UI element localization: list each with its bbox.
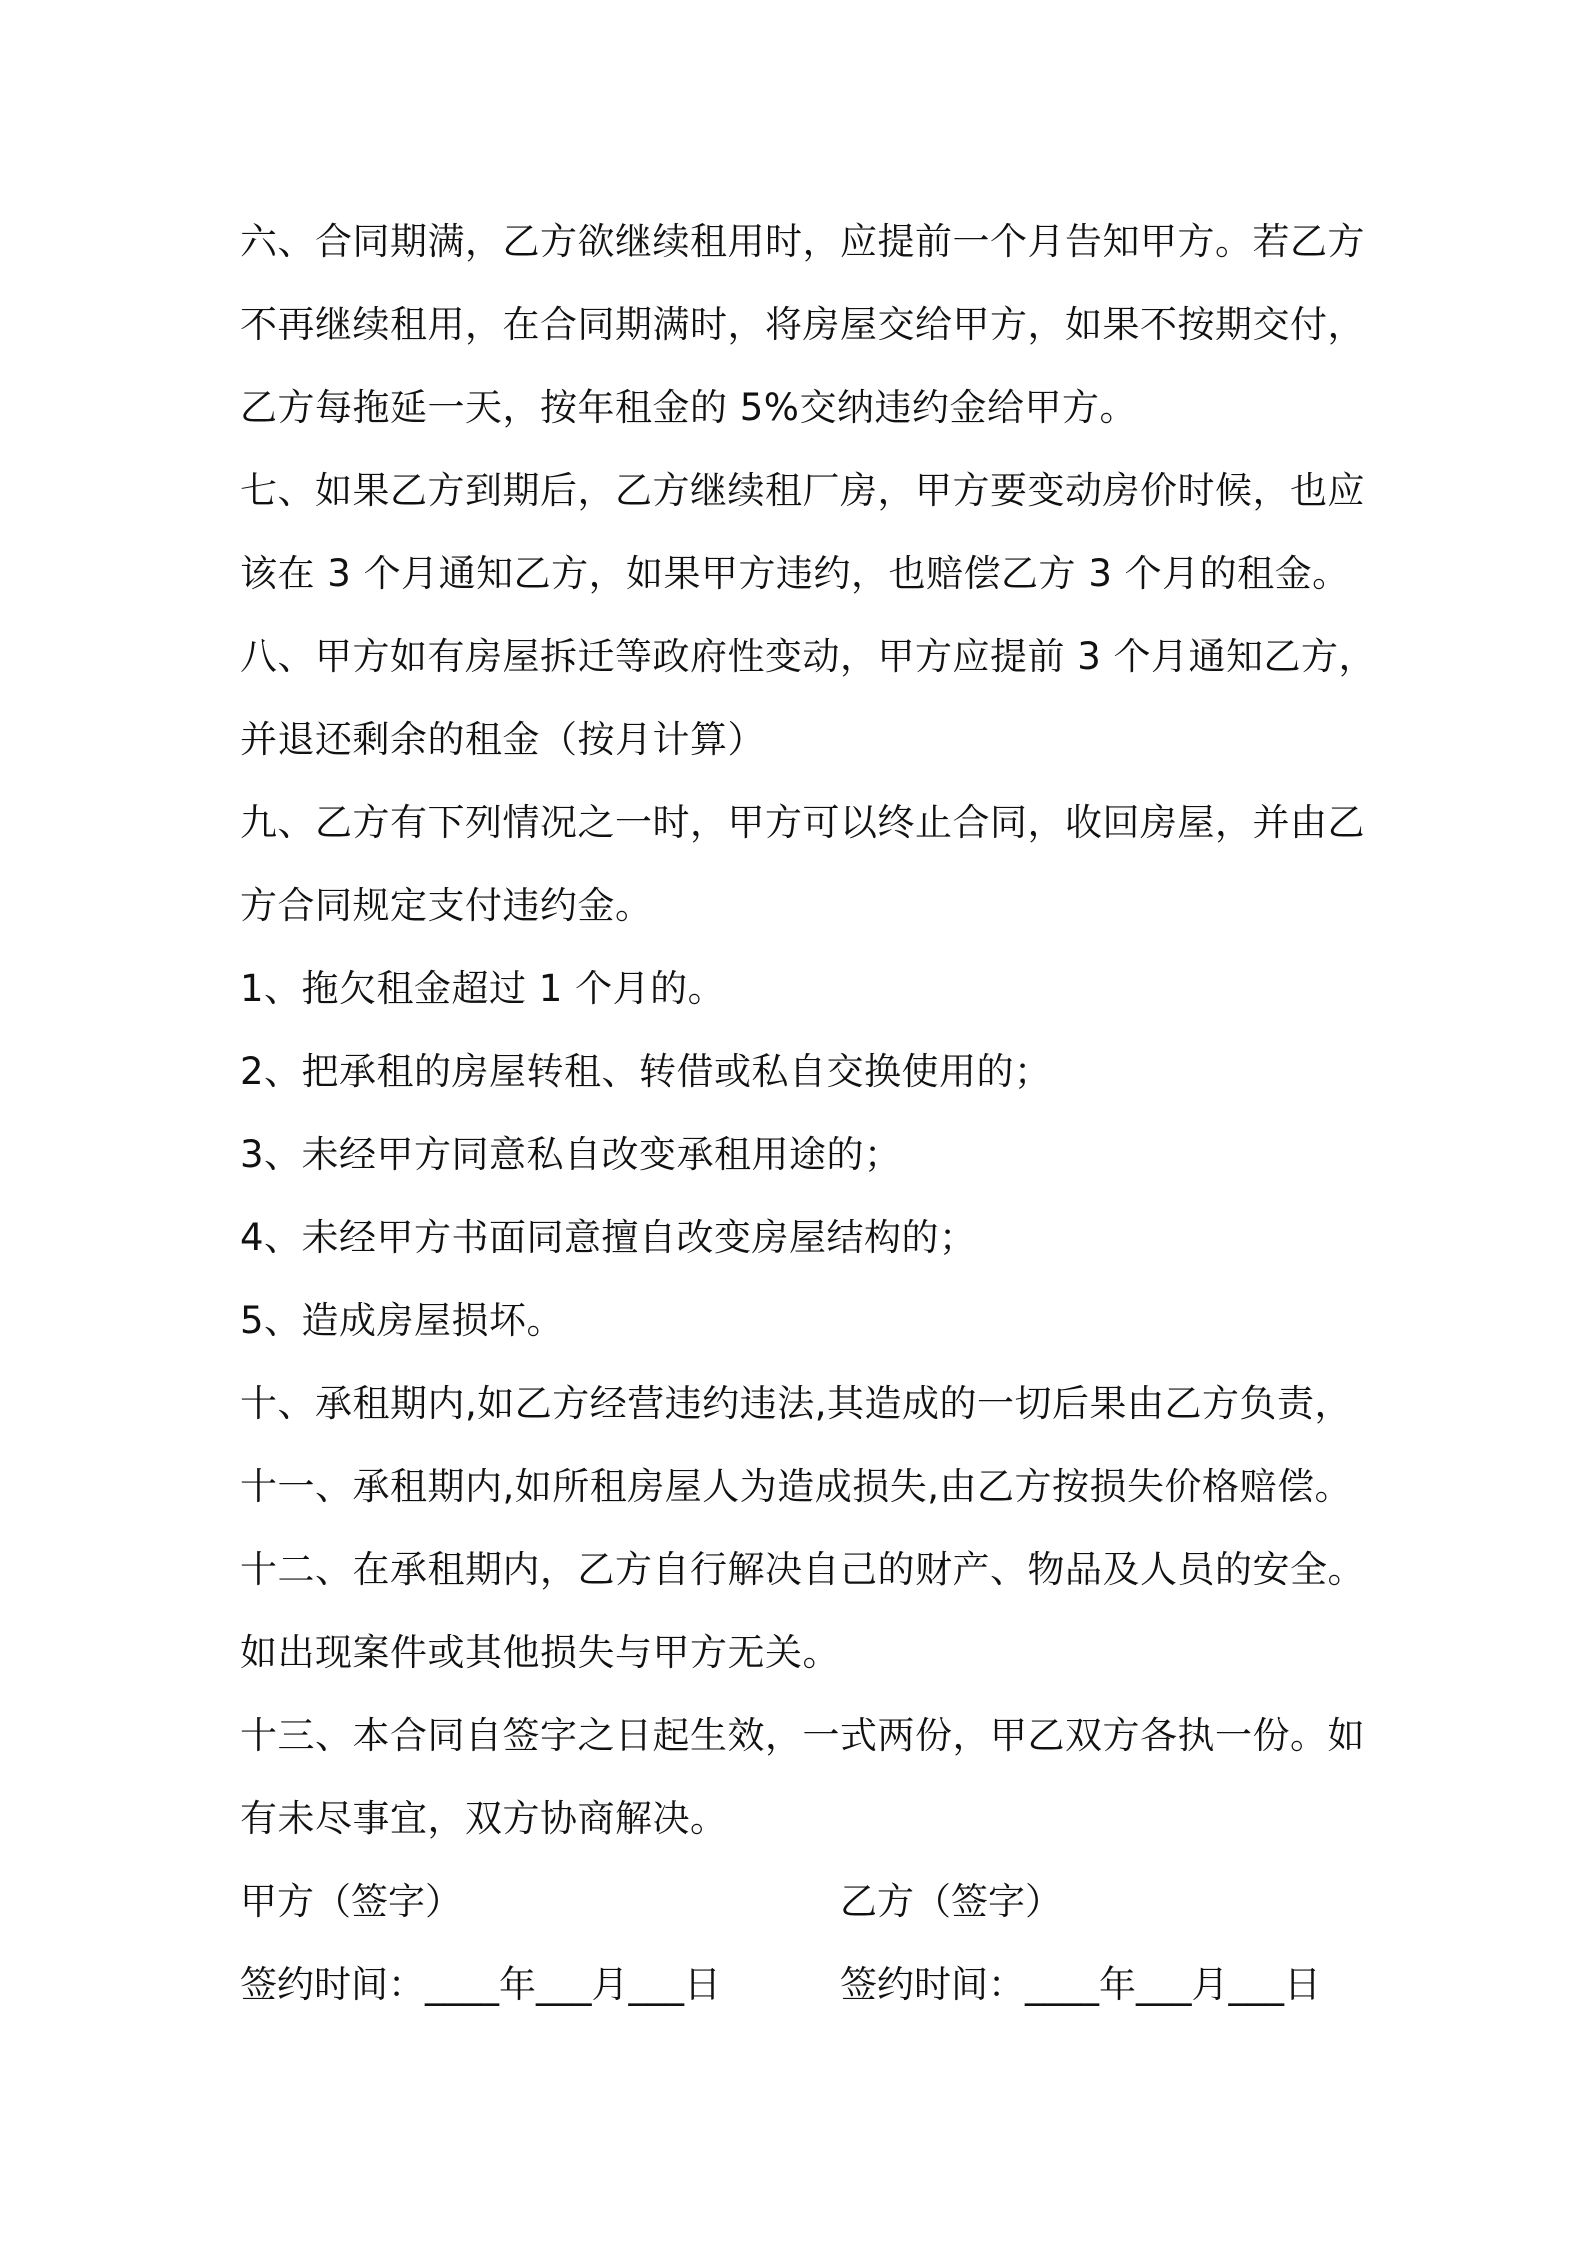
- contract-body: [240, 200, 1377, 2026]
- list-item: 4、未经甲方书面同意擅自改变房屋结构的；: [240, 1216, 977, 1259]
- text-line: 并退还剩余的租金（按月计算）: [240, 718, 765, 761]
- party-b-signing-date: 签约时间：____年___月___日: [840, 1963, 1321, 2006]
- text-line: 不再继续租用，在合同期满时，将房屋交给甲方，如果不按期交付，: [240, 303, 1365, 346]
- party-a-signature-label: 甲方（签字）: [240, 1880, 462, 1923]
- text-line: 十一、承租期内,如所租房屋人为造成损失,由乙方按损失价格赔偿。: [240, 1465, 1353, 1508]
- signature-row: [240, 1860, 1360, 1943]
- list-item: 5、造成房屋损坏。: [240, 1299, 565, 1342]
- text-line: 有未尽事宜，双方协商解决。: [240, 1797, 728, 1840]
- text-line: 八、甲方如有房屋拆迁等政府性变动，甲方应提前 3 个月通知乙方，: [240, 635, 1377, 678]
- list-item: 1、拖欠租金超过 1 个月的。: [240, 967, 726, 1010]
- text-line: 该在 3 个月通知乙方，如果甲方违约，也赔偿乙方 3 个月的租金。: [240, 552, 1350, 595]
- text-line: 乙方每拖延一天，按年租金的 5%交纳违约金给甲方。: [240, 386, 1137, 429]
- text-line: 六、合同期满，乙方欲继续租用时，应提前一个月告知甲方。若乙方: [240, 220, 1365, 263]
- text-line: 九、乙方有下列情况之一时，甲方可以终止合同，收回房屋，并由乙: [240, 801, 1365, 844]
- text-line: 十、承租期内,如乙方经营违约违法,其造成的一切后果由乙方负责，: [240, 1382, 1353, 1425]
- text-line: 十二、在承租期内，乙方自行解决自己的财产、物品及人员的安全。: [240, 1548, 1365, 1591]
- text-line: 七、如果乙方到期后，乙方继续租厂房，甲方要变动房价时候，也应: [240, 469, 1365, 512]
- text-line: 如出现案件或其他损失与甲方无关。: [240, 1631, 840, 1674]
- list-item: 2、把承租的房屋转租、转借或私自交换使用的；: [240, 1050, 1052, 1093]
- text-line: 十三、本合同自签字之日起生效，一式两份，甲乙双方各执一份。如: [240, 1714, 1365, 1757]
- list-item: 3、未经甲方同意私自改变承租用途的；: [240, 1133, 902, 1176]
- party-b-signature-label: 乙方（签字）: [840, 1880, 1062, 1923]
- party-a-signing-date: 签约时间：____年___月___日: [240, 1963, 721, 2006]
- signing-date-row: [240, 1943, 1360, 2026]
- text-line: 方合同规定支付违约金。: [240, 884, 653, 927]
